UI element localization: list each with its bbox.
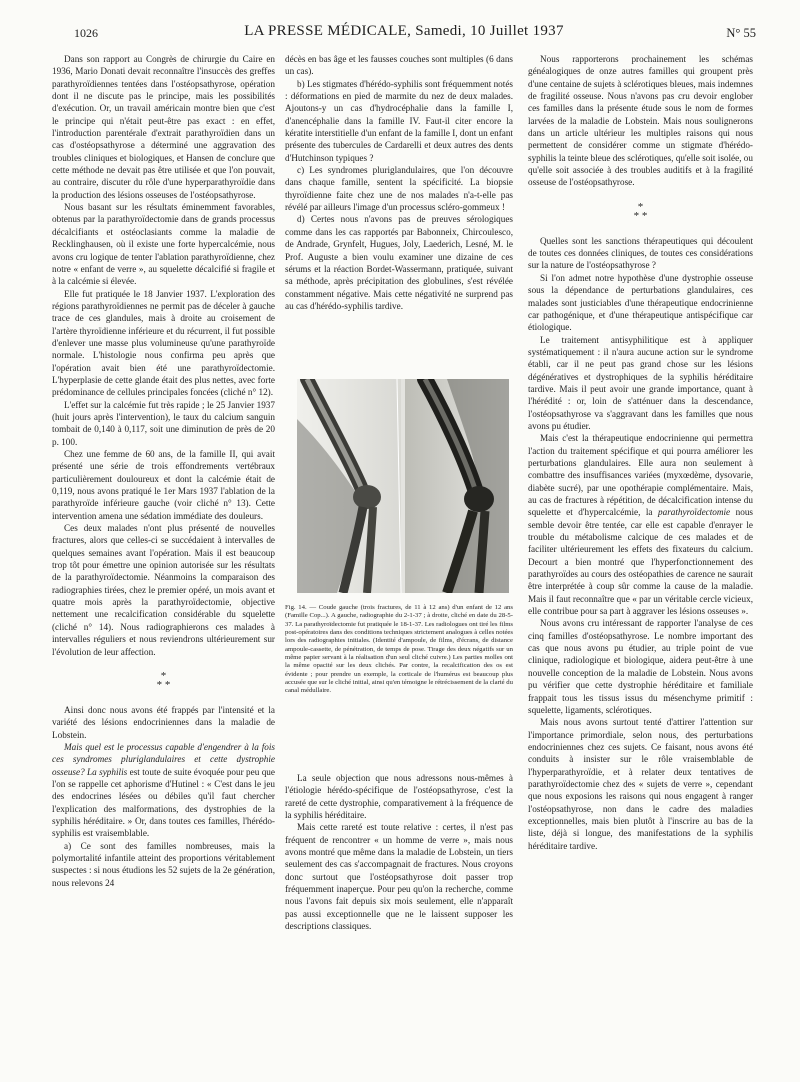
paragraph: Quelles sont les sanctions thérapeutiques qui découlent de toutes ces données cliniques, de toutes ces considérations sur la nature de l'ostéopsathyrose ? [528, 235, 753, 271]
paragraph: Mais cette rareté est toute relative : certes, il n'est pas fréquent de rencontrer « un homme de verre », mais nous avons montré que même dans la maladie de Lobstein, un tiers seulement des cas s'accompagnait de fractures. Nous croyons donc surtout que l'ostéopsathyrose doit passer trop fréquemment inaperçue. Pour peu qu'on la recherche, comme nous l'avons fait depuis six mois seulement, elle n'apparaît pas aussi exceptionnelle que ne le laissent supposer les descriptions classiques. [285, 822, 513, 932]
paragraph: Le traitement antisyphilitique est à appliquer systématiquement : il n'aura aucune action sur le syndrome établi, car il ne peut pas grand chose sur les lésions dégénératives et dystrophiques de la syphilis héréditaire tardive. Mais il peut avoir une grande importance, quant à l'hérédité : or, loin de s'atténuer dans la descendance, l'ostéopsathyrose va s'aggravant dans les familles que nous avons pu étudier. [528, 334, 753, 431]
paragraph: d) Certes nous n'avons pas de preuves sérologiques comme dans les cas rapportés par Babonneix, Chircoulesco, de Andrade, Grynfelt, Hugues, Joly, Laederich, Lesné, M. le Prof. Auguste a bien voulu examiner une dizaine de ces sérums et la réaction Bordet-Wassermann, pratiquée, suivant sa méthode, après précipitation des globulines, s'est révélée constamment négative. Mais cette négativité ne surprend pas au cas d'hérédo-syphilis tardive. [285, 214, 513, 311]
italic-text: Mais quel est le processus capable d'engendrer à la fois ces syndromes pluriglandulaires et cette dystrophie osseuse? La syphilis [52, 741, 275, 777]
paragraph: Nous avons cru intéressant de rapporter l'analyse de ces cinq familles d'ostéopsathyrose. Le nombre important des cas que nous avons pu étudier, au triple point de vue clinique, radiologique et biologique, aidera peut-être à une nouvelle conception de la maladie de Lobstein. Nous avons pu vérifier que cette dystrophie héréditaire et familiale frappait tous les tissus issus du mésenchyme primitif : squelette, ligaments, sclérotiques. [528, 618, 753, 715]
paragraph-text: est toute de suite évoquée pour peu que l'on se rappelle cet aphorisme d'Hutinel : « C'est dans le jeu des endocrines lésées ou débiles qu'il faut chercher l'explication des malformations, des dystrophies de la syphilis héréditaire. » Or, dans toutes ces familles, l'hérédo-syphilis est vraisemblable. [52, 766, 275, 839]
paragraph [528, 432, 753, 617]
radiograph-figure [297, 379, 509, 593]
column-2-bottom [285, 772, 513, 932]
paragraph: L'effet sur la calcémie fut très rapide ; le 25 Janvier 1937 (huit jours après l'intervention), le taux du calcium sanguin tombait de 0,140 à 0,117, soit une diminution de près de 20 p. 100. [52, 399, 275, 447]
paragraph: Ces deux malades n'ont plus présenté de nouvelles fractures, alors que celles-ci se succédaient à intervalles de quelques semaines avant l'opération. Mais il est beaucoup trop tôt pour émettre une opinion autorisée sur les résultats de la parathyroïdectomie. Néanmoins la comparaison des radiographies tirées, chez le premier opéré, un mois avant et quatre mois après la parathyroïdectomie, objective nettement une recalcification considérable du squelette (cliché n° 14). Nous radiographierons ces malades à intervalles réguliers et nous reviendrons ultérieurement sur l'évolution de leur affection. [52, 523, 275, 657]
section-separator: * * * [633, 200, 648, 222]
paragraph: Mais nous avons surtout tenté d'attirer l'attention sur l'importance primordiale, selon nous, des perturbations endocriniennes chez ces sujets. Ce faisant, nous avons été conduits à insister sur le rôle vraisemblable de l'hyperparathyroïdie, et à relater deux tentatives de parathyroïdectomie chez des « sujets de verre », cependant que nous exposions les raisons qui nous engagent à ranger l'ostéopsathyrose, non dans le cadre des maladies exceptionnelles, mais bien plutôt à l'inscrire au bas de la liste, déjà si longue, des manifestations de la syphilis héréditaire tardive. [528, 717, 753, 851]
paragraph: Ainsi donc nous avons été frappés par l'intensité et la variété des lésions endocriniennes dans la maladie de Lobstein. [52, 704, 275, 740]
paragraph: Si l'on admet notre hypothèse d'une dystrophie osseuse sous la dépendance de perturbations glandulaires, ces malades sont justiciables d'une thérapeutique endocrinienne car pathogénique, et d'une thérapeutique antispécifique car étiologique. [528, 272, 753, 333]
caption-text: Fig. 14. — Coude gauche (trois fractures, de 11 à 12 ans) d'un enfant de 12 ans (Famille Cop...). A gauche, radiographie du 2-1-37 ; à droite, cliché en date du 28-5-37. La parathyroïdectomie fut pratiquée le 18-1-37. Les radiologues ont tiré les films post-opératoires dans des conditions techniques strictement analogues à celles notées lors des radiographies initiales. (Identité d'ampoule, de films, d'écrans, de distance ampoule-cassette, de pénétration, de temps de pose. Tirage des deux négatifs sur un même papier servant à la réalisation d'un seul cliché cuivre.) Les parties molles ont la même opacité sur les deux clichés. Par contre, la recalcification des os est évidente ; pour prendre un exemple, la corticale de l'humérus est beaucoup plus accusée que sur le cliché initial, ainsi qu'en témoigne le rétrécissement de la clarté du canal médullaire. [285, 604, 513, 695]
issue-number: N° 55 [726, 26, 756, 40]
paragraph: Nous rapporterons prochainement les schémas généalogiques de onze autres familles qui groupent près d'une centaine de sujets à sclérotiques bleues, mais indemnes de fragilité osseuse. Nous n'avons pas cru devoir englober ces familles dans la présente étude sous le nom de formes larvées de la maladie de Lobstein. Mais nous soulignerons dans un article ultérieur les multiples raisons qui nous permettent de considérer comme un stigmate d'hérédo-syphilis la teinte bleue des sclérotiques, qu'elle soit isolée, ou qu'elle soit associée à des troubles auditifs et à la fragilité osseuse de l'ostéopsathyrose. [528, 54, 753, 188]
section-separator: * * * [156, 669, 171, 691]
paragraph: Dans son rapport au Congrès de chirurgie du Caire en 1936, Mario Donati devait reconnaître l'insuccès des greffes parathyroïdiennes tentées dans l'ostéopsathyrose, opération dont il ne discute pas le principe, mais les possibilités d'exécution. Or, un travail américain montre bien que c'est le principe qui n'était peut-être pas exact : en effet, l'introduction parentérale d'extrait parathyroïdien dans un cas d'ostéopsathyrose a déterminé une aggravation des troubles cliniques et biologiques, et Hansen de conclure que cette méthode ne devait pas être utilisée et que l'on pouvait, au contraire, discuter du rôle d'une hyperparathyroïdie dans la production des lésions osseuses de l'ostéopsathyrose. [52, 54, 275, 200]
paragraph-text: Mais c'est la thérapeutique endocrinienne qui permettra l'action du traitement spécifique et qui pourra améliorer les perturbations glandulaires. Elle aura non seulement à combattre des insuffisances variées (myxœdème, dysovarie, diabète sucré), par une opothérapie complémentaire. Mais, au cas de fractures à répétition, de décalcification intense du squelette et d'hypercalcémie, la [528, 433, 753, 518]
paragraph: La seule objection que nous adressons nous-mêmes à l'étiologie hérédo-spécifique de l'ostéopsathyrose, c'est la rareté de cette dystrophie, comparativement à la fréquence de la syphilis héréditaire. [285, 773, 513, 821]
paragraph: c) Les syndromes pluriglandulaires, que l'on découvre dans chaque famille, sentent la spécificité. La biopsie thyroïdienne faite chez une de nos malades n'a-t-elle pas révélé par ailleurs l'image d'un processus scléro-gommeux ! [285, 165, 513, 213]
paragraph-text: nous semble devoir être tentée, car elle est capable d'enrayer le trouble du métabolisme calcique de ces malades et de faciliter ultérieurement les effets des fixateurs du calcium. Decourt a bien montré que l'hyperfonctionnement des parathyroïdes au cours des ostéopathies de carence ne saurait être interprétée à coup sûr comme la cause de la maladie. Mais il faut reconnaître que « par un véritable cercle vicieux, elle contribue pour sa part à aggraver les lésions osseuses ». [528, 507, 753, 617]
page-header [52, 22, 756, 42]
paragraph [52, 741, 275, 840]
italic-text: parathyroïdectomie [658, 507, 731, 518]
elbow-radiograph-image [297, 379, 509, 593]
column-2 [285, 53, 513, 312]
page-number: 1026 [74, 26, 98, 40]
paragraph: b) Les stigmates d'hérédo-syphilis sont fréquemment notés : déformations en pied de marmite du nez de deux malades. Ajoutons-y un cas d'hydrocéphalie dans la famille I, d'anencéphalie dans la famille IV. Faut-il citer encore la kératite interstitielle d'un enfant de la famille I, dont un enfant présente des tubercules de Cardarelli et deux autres des dents d'Hutchinson typiques ? [285, 78, 513, 163]
paragraph: Nous basant sur les résultats éminemment favorables, obtenus par la parathyroïdectomie dans de grands processus décalcifiants et ostéoclasiants comme la maladie de Recklinghausen, où il existe une forte hypercalcémie, nous avons cru logique de tenter l'ablation parathyroïdienne, chez notre « enfant de verre », au squelette décalcifié si fragile et à la calcémie si élevée. [52, 202, 275, 287]
column-3 [528, 53, 753, 852]
paragraph: a) Ce sont des familles nombreuses, mais la polymortalité infantile atteint des proportions véritablement suspectes : si nous étudions les 52 sujets de la 2e génération, nous relevons 24 [52, 840, 275, 888]
paragraph: Chez une femme de 60 ans, de la famille II, qui avait présenté une série de trois effondrements vertébraux particulièrement douloureux et dont la calcémie était de 0,119, nous avons pratiqué le 1er Mars 1937 l'ablation de la parathyroïde inférieure gauche (voir cliché n° 13). Cette intervention amena une sédation immédiate des douleurs. [52, 449, 275, 521]
column-1 [52, 53, 275, 889]
paragraph: Elle fut pratiquée le 18 Janvier 1937. L'exploration des régions parathyroïdiennes ne permit pas de déceler à gauche trace de ces glandules, mais à droite au croisement de l'artère thyroïdienne inférieure et du récurrent, il fut possible d'enlever une masse plus volumineuse qu'une parathyroïde normale. L'histologie nous confirma peu après que l'opération avait bien été une parathyroïdectomie. L'hyperplasie de cette glande était des plus nettes, avec forte prédominance de cellules principales foncées (cliché n° 12). [52, 288, 275, 398]
paragraph: décès en bas âge et les fausses couches sont multiples (6 dans un cas). [285, 54, 513, 77]
figure-caption [285, 604, 513, 696]
journal-title: LA PRESSE MÉDICALE, Samedi, 10 Juillet 1937 [244, 23, 564, 39]
